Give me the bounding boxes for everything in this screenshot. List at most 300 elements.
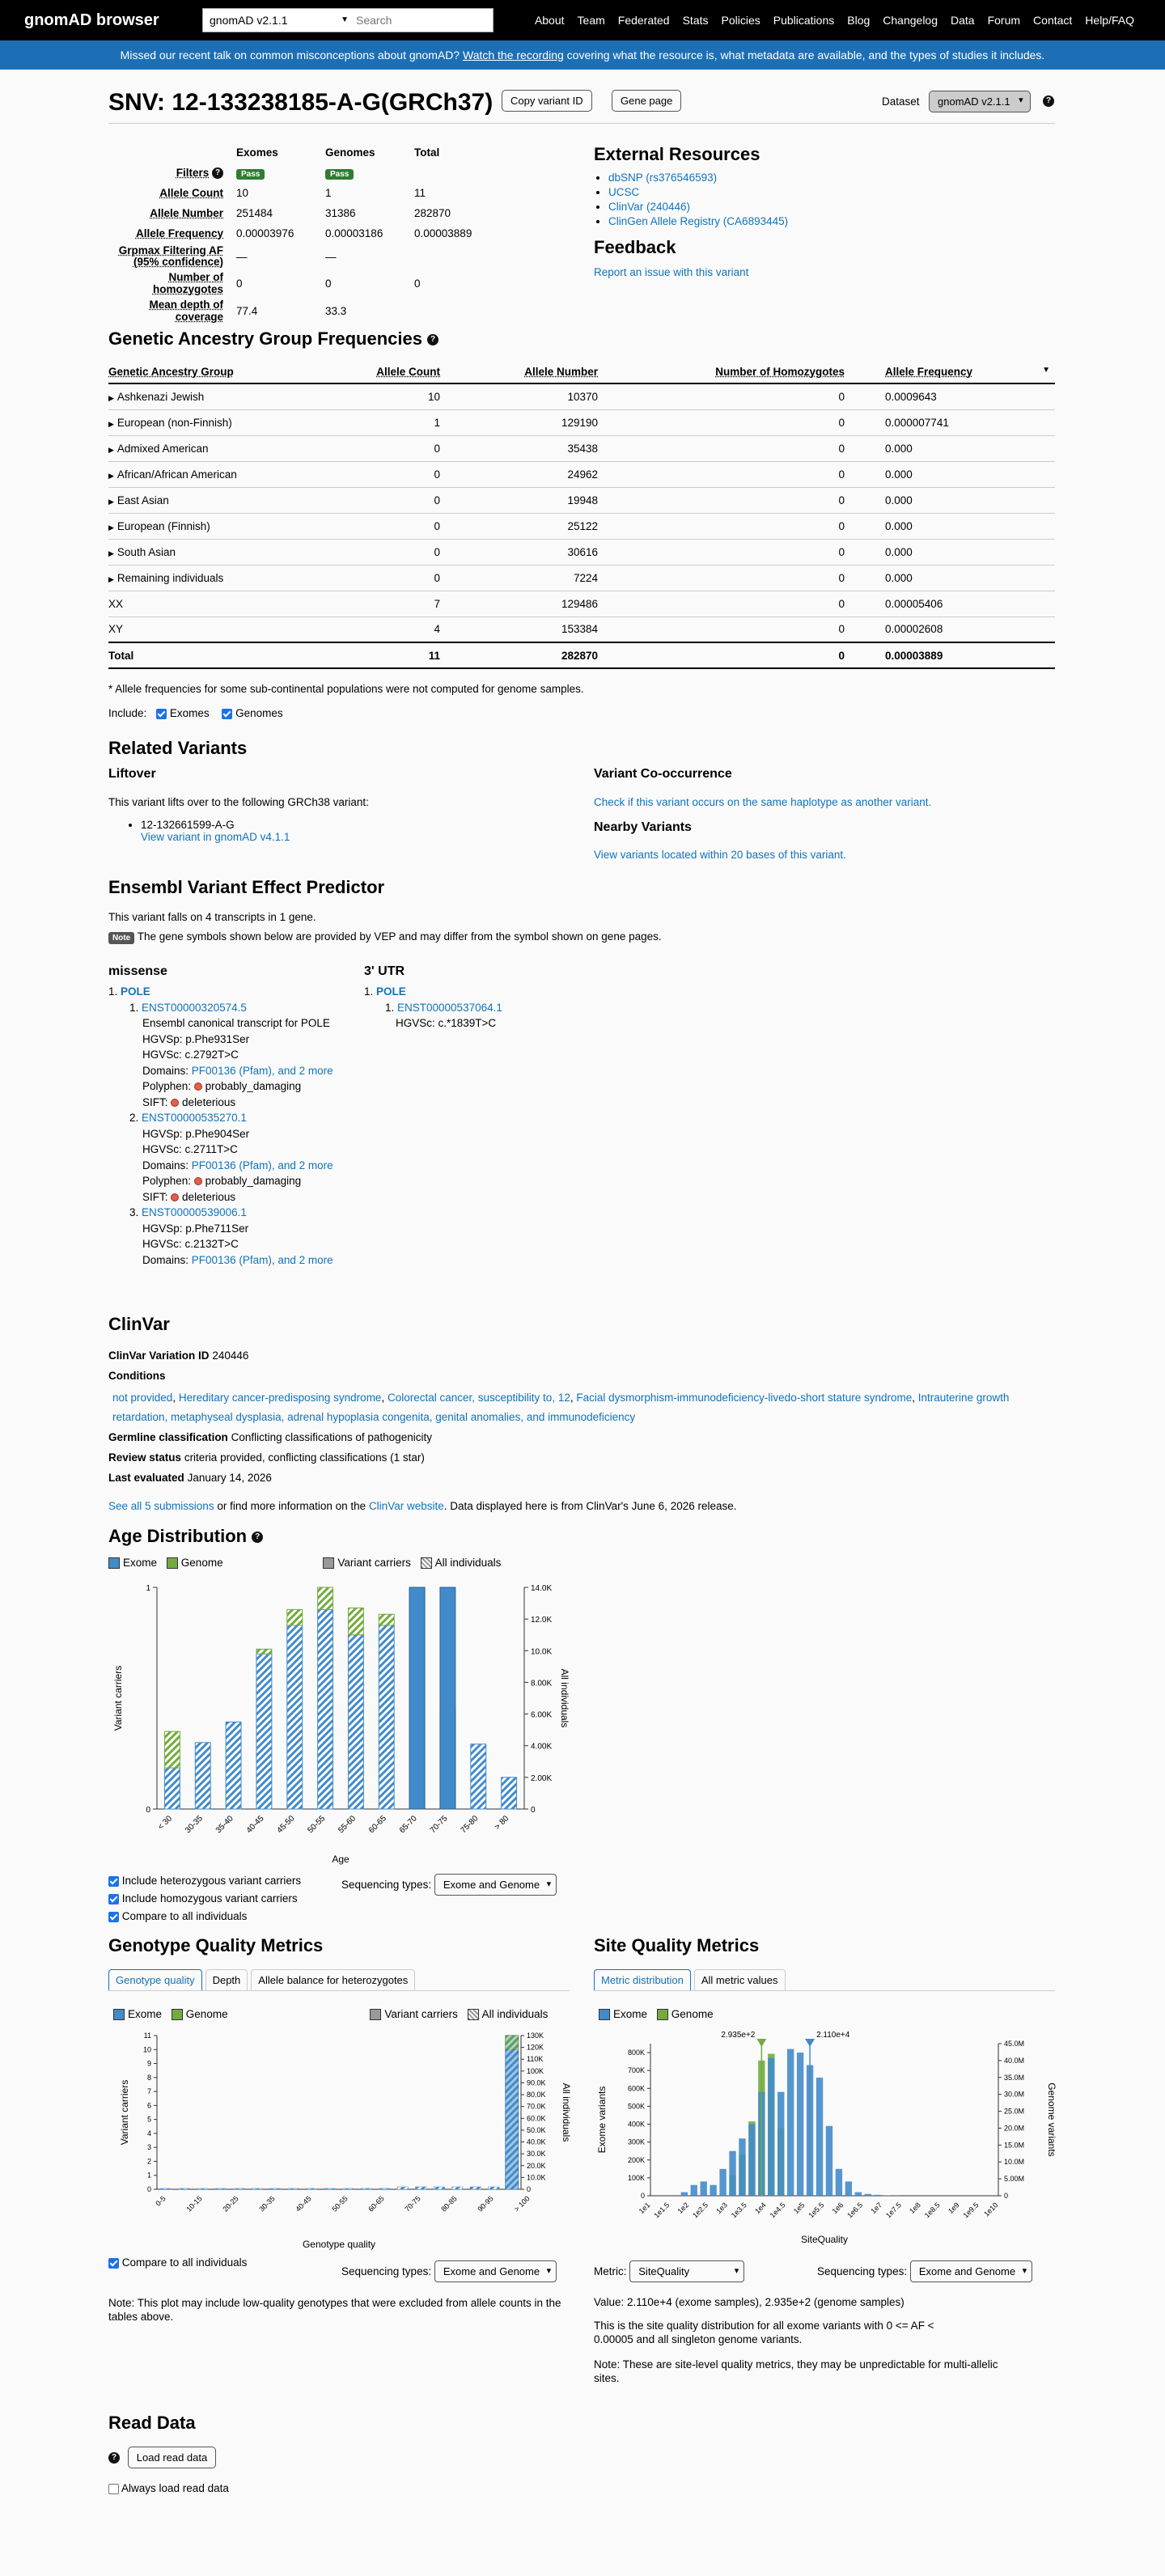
- expand-icon[interactable]: ▶: [108, 549, 114, 557]
- y-tick-label: 0: [640, 2192, 645, 2200]
- x-tick-label: 1e8.5: [922, 2201, 942, 2220]
- x-tick-label: 70-75: [428, 1814, 450, 1836]
- table-cell: [440, 409, 598, 435]
- heterozygous-checkbox[interactable]: [108, 1876, 119, 1887]
- seq-types-select[interactable]: Exome and Genome ▾: [910, 2260, 1032, 2282]
- bar-all-genome: [318, 1587, 333, 1609]
- table-row[interactable]: [108, 409, 1055, 435]
- transcript-line: [129, 1095, 333, 1111]
- summary-row: [108, 269, 497, 297]
- vep-title: Ensembl Variant Effect Predictor: [108, 877, 385, 897]
- tab-genotype-quality[interactable]: Genotype quality: [108, 1969, 202, 1990]
- severity-dot-icon: [171, 1193, 179, 1201]
- nav-link-policies[interactable]: Policies: [721, 14, 760, 27]
- nav-link-forum[interactable]: Forum: [987, 14, 1021, 27]
- transcript-item: [129, 1000, 333, 1111]
- read-data-title: Read Data: [108, 2413, 196, 2433]
- more-domains-link[interactable]: , and 2 more: [271, 1159, 333, 1171]
- compare-checkbox[interactable]: [108, 2258, 119, 2269]
- condition-link[interactable]: Facial dysmorphism-immunodeficiency-livedo-short stature syndrome: [576, 1392, 913, 1404]
- dataset-dropdown-value: gnomAD v2.1.1: [938, 95, 1010, 108]
- ancestry-footnote: * Allele frequencies for some sub-continental populations were not computed for genome samples.: [108, 683, 584, 695]
- cell-text: 0: [434, 519, 440, 532]
- bar-all-exome: [502, 1777, 517, 1809]
- genome-marker-arrow: [756, 2039, 766, 2047]
- clinvar-website-link[interactable]: ClinVar website: [368, 1500, 444, 1512]
- cell-text: 0: [434, 494, 440, 506]
- y2-tick-label: 20.0K: [527, 2161, 546, 2170]
- col-ancestry-group[interactable]: Genetic Ancestry Group: [108, 361, 299, 383]
- x-tick-label: 1e1.5: [652, 2201, 671, 2220]
- note-badge: Note: [108, 932, 134, 944]
- transcript-line: [129, 1142, 333, 1158]
- table-cell: [299, 539, 440, 565]
- submissions-text-end: . Data displayed here is from ClinVar's June 6, 2026 release.: [443, 1500, 737, 1512]
- table-cell: [440, 539, 598, 565]
- expand-icon[interactable]: ▶: [108, 497, 114, 506]
- x-tick-label: 40-45: [244, 1814, 266, 1836]
- nav-link-federated[interactable]: Federated: [617, 14, 670, 27]
- bar-all-exome: [471, 1744, 486, 1809]
- y-tick-label: 9: [146, 2059, 151, 2068]
- table-cell: [440, 461, 598, 487]
- transcript-line: [129, 1252, 333, 1269]
- transcript-line: [129, 1078, 333, 1095]
- liftover-variant: 12-132661599-A-G: [141, 819, 235, 831]
- summary-value: 0.00003976: [236, 227, 294, 239]
- cell-text: 7: [434, 597, 440, 610]
- help-icon[interactable]: ?: [427, 334, 438, 345]
- cell-text: 0.00005406: [885, 597, 943, 610]
- table-row[interactable]: [108, 565, 1055, 591]
- x-tick-label: 1e5.5: [807, 2201, 826, 2220]
- table-cell: [598, 487, 845, 513]
- exomes-checkbox[interactable]: [156, 709, 167, 719]
- help-icon[interactable]: ?: [1043, 95, 1054, 107]
- cell-text: 0: [838, 494, 845, 506]
- vep-text: This variant falls on 4 transcripts in 1 gene.: [108, 911, 316, 923]
- total-cell: 0: [598, 642, 845, 668]
- table-cell: [845, 513, 1055, 539]
- table-cell: [108, 409, 299, 435]
- x-tick-label: < 30: [156, 1814, 175, 1832]
- bar-exome: [701, 2181, 707, 2196]
- x-tick-label: 1e3.5: [729, 2201, 748, 2220]
- x-tick-label: 35-40: [214, 1814, 235, 1836]
- bar-all-exome: [416, 2187, 427, 2189]
- seq-types-select[interactable]: Exome and Genome ▾: [434, 1874, 557, 1896]
- y-tick-label: 1: [146, 1584, 150, 1593]
- x-tick-label: 1e6.5: [845, 2201, 865, 2220]
- nav-link-team[interactable]: Team: [577, 14, 605, 27]
- cell-text: 25122: [567, 519, 598, 532]
- transcript-line: [129, 1015, 333, 1032]
- table-cell: [299, 591, 440, 616]
- nav-link-contact[interactable]: Contact: [1033, 14, 1073, 27]
- bar-all-exome: [452, 2187, 464, 2189]
- table-cell: [440, 591, 598, 616]
- bar-all-exome: [226, 1722, 241, 1809]
- report-issue-link[interactable]: Report an issue with this variant: [594, 266, 749, 278]
- transcript-link[interactable]: ENST00000320574.5: [142, 1001, 247, 1014]
- dataset-dropdown[interactable]: [929, 91, 1031, 112]
- cell-text: 1: [434, 416, 440, 429]
- gq-compare: [108, 2256, 247, 2269]
- col-allele-frequency[interactable]: [845, 361, 1055, 383]
- x-tick-label: 65-70: [397, 1814, 419, 1836]
- x-tick-label: 1e4.5: [768, 2201, 787, 2220]
- always-load-checkbox[interactable]: [108, 2484, 119, 2494]
- table-cell: [299, 461, 440, 487]
- summary-value: 251484: [236, 207, 273, 219]
- y-tick-label: 6: [146, 2101, 151, 2110]
- transcript-line: [129, 1063, 333, 1079]
- age-title-text: Age Distribution: [108, 1526, 248, 1546]
- expand-icon[interactable]: ▶: [108, 419, 114, 428]
- summary-label: Allele Count: [159, 187, 223, 199]
- table-cell: [108, 383, 299, 409]
- view-in-v4-link[interactable]: View variant in gnomAD v4.1.1: [141, 831, 290, 843]
- expand-icon[interactable]: ▶: [108, 471, 114, 480]
- cooccurrence-link[interactable]: Check if this variant occurs on the same haplotype as another variant.: [594, 796, 932, 808]
- conditions-list: not provided, Hereditary cancer-predisposing syndrome, Colorectal cancer, susceptibility to, 12, Facial dysmorphism-immunodeficiency-livedo-short stature syndrome, Intrauterine growth retardation, metaphyseal dysplasia, adrenal hypoplasia congenita, genital anomalies, and immunodeficiency: [112, 1392, 1010, 1423]
- sq-dist-text: This is the site quality distribution for all exome variants with 0 <= AF < 0.00005 and all singleton genome variants.: [594, 2320, 934, 2345]
- bar-carriers-exome: [409, 1587, 425, 1809]
- tab-allele-balance[interactable]: Allele balance for heterozygotes: [251, 1969, 415, 1990]
- nearby-variants-link[interactable]: View variants located within 20 bases of this variant.: [594, 849, 846, 861]
- genomes-label: Genomes: [235, 707, 283, 719]
- expand-icon[interactable]: ▶: [108, 393, 114, 402]
- bar-exome: [826, 2126, 832, 2196]
- eval-label: Last evaluated: [108, 1472, 184, 1484]
- transcript-link[interactable]: ENST00000539006.1: [142, 1206, 247, 1218]
- ucsc-link[interactable]: UCSC: [608, 186, 640, 198]
- bar-all-exome: [324, 2188, 336, 2189]
- table-cell: [299, 409, 440, 435]
- table-row[interactable]: [108, 539, 1055, 565]
- y-tick-label: 200K: [627, 2155, 645, 2164]
- summary-value: 282870: [414, 207, 451, 219]
- gene-link-pole[interactable]: POLE: [121, 985, 150, 998]
- transcript-link[interactable]: ENST00000537064.1: [397, 1001, 502, 1014]
- table-cell: [845, 565, 1055, 591]
- y-tick-label: 2: [146, 2157, 151, 2166]
- exome-marker-arrow: [805, 2039, 815, 2047]
- total-cell: 0.00003889: [845, 642, 1055, 668]
- y-tick-label: 600K: [627, 2084, 645, 2093]
- y-tick-label: 400K: [627, 2120, 645, 2129]
- cell-text: 0: [838, 519, 845, 532]
- sq-title: Site Quality Metrics: [594, 1935, 760, 1955]
- ancestry-title-text: Genetic Ancestry Group Frequencies: [108, 328, 422, 349]
- y2-tick-label: 45.0M: [1004, 2040, 1025, 2048]
- nav-link-stats[interactable]: Stats: [682, 14, 709, 27]
- cell-text: XX: [108, 597, 124, 610]
- always-load: [108, 2482, 229, 2494]
- bar-all-exome: [197, 2188, 209, 2189]
- table-cell: [108, 487, 299, 513]
- gene-link-pole[interactable]: POLE: [376, 985, 406, 998]
- hgvsc: HGVSc: c.2132T>C: [142, 1238, 239, 1250]
- compare-label: Compare to all individuals: [121, 2256, 248, 2269]
- x-tick-label: 50-55: [306, 1814, 328, 1836]
- col-allele-frequency-label: Allele Frequency: [885, 366, 973, 378]
- sq-chart: [594, 2027, 1055, 2254]
- table-row[interactable]: [108, 435, 1055, 461]
- col-homozygotes[interactable]: Number of Homozygotes: [598, 361, 845, 383]
- divider: [108, 123, 1055, 124]
- total-row: [108, 642, 1055, 668]
- table-cell: [845, 409, 1055, 435]
- tab-metric-distribution[interactable]: Metric distribution: [594, 1969, 691, 1990]
- x-tick-label: 70-75: [403, 2194, 422, 2214]
- cell-text: 0.00002608: [885, 623, 943, 636]
- exomes-label: Exomes: [169, 707, 210, 719]
- metric-select[interactable]: SiteQuality ▾: [629, 2260, 744, 2282]
- table-cell: [598, 513, 845, 539]
- bar-all-exome: [195, 1743, 210, 1809]
- copy-variant-id-button[interactable]: Copy variant ID: [502, 90, 592, 112]
- y2-tick-label: 5.00M: [1004, 2175, 1025, 2184]
- genome-swatch: [167, 1557, 178, 1569]
- y-axis-label: Exome variants: [596, 2086, 608, 2154]
- help-icon[interactable]: ?: [212, 167, 223, 179]
- carriers-swatch: [370, 2009, 381, 2020]
- expand-icon[interactable]: ▶: [108, 574, 114, 583]
- condition-link[interactable]: Colorectal cancer, susceptibility to, 12: [387, 1392, 570, 1404]
- cell-text: 0: [838, 416, 845, 429]
- legend-genome: Genome: [185, 2008, 228, 2020]
- summary-value: 0: [236, 277, 243, 290]
- table-row[interactable]: [108, 461, 1055, 487]
- table-cell: [845, 616, 1055, 642]
- y2-tick-label: 12.0K: [531, 1616, 553, 1625]
- cell-text: 0.000007741: [885, 416, 949, 429]
- col-allele-count[interactable]: Allele Count: [299, 361, 440, 383]
- legend-all-individuals: All individuals: [481, 2008, 549, 2020]
- chevron-down-icon: ▼: [341, 15, 349, 24]
- compare-checkbox[interactable]: [108, 1912, 119, 1922]
- tab-all-metric-values[interactable]: All metric values: [694, 1969, 786, 1990]
- condition-link[interactable]: Intrauterine growth retardation, metaphyseal dysplasia, adrenal hypoplasia congenita, genital anomalies, and immunodeficiency: [112, 1392, 1010, 1423]
- x-tick-label: 1e9.5: [961, 2201, 981, 2220]
- more-domains-link[interactable]: , and 2 more: [271, 1253, 333, 1266]
- summary-value: —: [325, 250, 337, 263]
- summary-value: 1: [325, 187, 332, 199]
- dataset-select[interactable]: [202, 8, 356, 32]
- help-icon[interactable]: ?: [108, 2452, 120, 2464]
- sq-tabs: [594, 1969, 1055, 1991]
- nav-link-publications[interactable]: Publications: [773, 14, 835, 27]
- include-label: Include:: [108, 707, 147, 719]
- utr-list: 1. POLE 1. ENST00000537064.1 HGVSc: c.*1839T>C: [364, 985, 502, 1029]
- table-row[interactable]: [108, 513, 1055, 539]
- bar-all-exome: [270, 2188, 282, 2189]
- bar-carriers-exome: [440, 1587, 455, 1809]
- exome-swatch: [108, 1557, 120, 1569]
- y2-tick-label: 100K: [527, 2066, 544, 2075]
- nav-link-changelog[interactable]: Changelog: [883, 14, 938, 27]
- table-cell: [845, 461, 1055, 487]
- summary-value: 0: [414, 277, 421, 290]
- cell-text: 0.000: [885, 571, 913, 584]
- bar-all-exome: [470, 2187, 481, 2189]
- x-tick-label: 55-60: [337, 1814, 358, 1836]
- table-cell: [108, 565, 299, 591]
- y2-tick-label: 80.0K: [527, 2091, 546, 2099]
- table-cell: [598, 435, 845, 461]
- severity-dot-icon: [194, 1083, 202, 1091]
- bar-exome: [768, 2058, 774, 2196]
- tab-depth[interactable]: Depth: [205, 1969, 248, 1990]
- nav-link-about[interactable]: About: [534, 14, 565, 27]
- table-cell: [299, 383, 440, 409]
- table-cell: [108, 461, 299, 487]
- read-data-controls: [108, 2447, 216, 2468]
- polyphen-value: probably_damaging: [205, 1080, 302, 1092]
- summary-label: Grpmax Filtering AF (95% confidence): [118, 244, 223, 268]
- clinvar-id-label: ClinVar Variation ID: [108, 1349, 210, 1362]
- nav-link-data[interactable]: Data: [951, 14, 975, 27]
- load-read-data-button[interactable]: Load read data: [128, 2447, 216, 2468]
- x-tick-label: 1e3: [714, 2201, 729, 2216]
- domain-link[interactable]: PF00136 (Pfam): [191, 1253, 272, 1266]
- table-cell: [108, 513, 299, 539]
- legend-variant-carriers: Variant carriers: [384, 2008, 458, 2020]
- legend-genome: Genome: [180, 1557, 223, 1569]
- y-tick-label: 500K: [627, 2102, 645, 2111]
- bar-all-exome: [161, 2188, 172, 2189]
- clinvar-link[interactable]: ClinVar (240446): [608, 201, 691, 213]
- condition-link[interactable]: not provided: [112, 1392, 173, 1404]
- y2-tick-label: 110K: [527, 2055, 544, 2064]
- clinvar-submissions: [108, 1500, 737, 1512]
- y-tick-label: 3: [146, 2143, 151, 2152]
- seq-types-label: Sequencing types:: [817, 2265, 908, 2277]
- nav-links: [535, 14, 1134, 27]
- summary-value: 77.4: [236, 304, 258, 317]
- y-tick-label: 11: [143, 2032, 151, 2040]
- sq-seq-types: [817, 2260, 1032, 2282]
- table-row[interactable]: [108, 487, 1055, 513]
- age-seq-types: [341, 1874, 557, 1896]
- table-row[interactable]: [108, 383, 1055, 409]
- severity-dot-icon: [171, 1099, 179, 1107]
- bar-exome: [777, 2092, 784, 2196]
- variant-summary-table: [108, 142, 497, 324]
- gq-tabs: [108, 1969, 570, 1991]
- nav-link-blog[interactable]: Blog: [847, 14, 871, 27]
- table-cell: [108, 616, 299, 642]
- homozygous-checkbox[interactable]: [108, 1894, 119, 1904]
- cell-text: 10370: [567, 390, 598, 403]
- transcript-line: [129, 1189, 333, 1205]
- nav-link-help-faq[interactable]: Help/FAQ: [1085, 14, 1134, 27]
- domain-link[interactable]: PF00136 (Pfam): [191, 1064, 272, 1077]
- expand-icon[interactable]: ▶: [108, 445, 114, 454]
- domains-label: Domains:: [142, 1064, 189, 1077]
- bar-all-exome: [489, 2187, 500, 2189]
- genome-swatch: [172, 2009, 183, 2020]
- y-tick-label: 700K: [627, 2066, 645, 2075]
- table-cell: [108, 539, 299, 565]
- y-axis-label: Variant carriers: [112, 1665, 124, 1731]
- summary-value: 31386: [325, 207, 356, 219]
- col-total: Total: [414, 146, 440, 159]
- hgvsc: HGVSc: c.2792T>C: [142, 1049, 239, 1061]
- cell-text: 4: [434, 623, 440, 636]
- banner-text-end: covering what the resource is, what metadata are available, and the types of studies it includes.: [566, 49, 1045, 61]
- x-tick-label: 1e9: [946, 2201, 961, 2216]
- y-tick-label: 300K: [627, 2137, 645, 2146]
- cell-text: 7224: [573, 571, 598, 584]
- gene-page-button[interactable]: Gene page: [612, 90, 681, 112]
- summary-value: [408, 244, 497, 269]
- x-tick-label: 75-80: [459, 1814, 481, 1836]
- summary-value: 0: [325, 277, 332, 290]
- x-tick-label: 45-50: [275, 1814, 297, 1836]
- more-domains-link[interactable]: , and 2 more: [271, 1064, 333, 1077]
- review-label: Review status: [108, 1451, 182, 1464]
- clinvar-title: ClinVar: [108, 1314, 170, 1334]
- legend-exome: Exome: [128, 2008, 163, 2020]
- top-navbar: [0, 0, 1165, 40]
- bar-all-exome: [287, 1625, 303, 1809]
- table-cell: [845, 539, 1055, 565]
- vep-note-text: The gene symbols shown below are provided by VEP and may differ from the symbol shown on gene pages.: [137, 930, 662, 943]
- summary-row: [108, 203, 497, 223]
- cell-text: 0: [434, 442, 440, 455]
- hgvsc: HGVSc: c.*1839T>C: [396, 1017, 497, 1029]
- table-cell: [598, 461, 845, 487]
- y2-tick-label: 25.0M: [1004, 2107, 1025, 2116]
- genomes-checkbox[interactable]: [222, 709, 232, 719]
- x-tick-label: 1e8: [908, 2201, 922, 2216]
- x-axis-label: Genotype quality: [302, 2239, 376, 2250]
- seq-types-select[interactable]: Exome and Genome ▾: [434, 2260, 557, 2282]
- sq-note: Note: These are site-level quality metrics, they may be unpredictable for multi-allelic sites.: [594, 2358, 998, 2384]
- condition-link[interactable]: Hereditary cancer-predisposing syndrome: [178, 1392, 382, 1404]
- expand-icon[interactable]: ▶: [108, 523, 114, 532]
- transcript-line: [129, 1158, 333, 1174]
- conditions-label: Conditions: [108, 1370, 166, 1382]
- transcript-line: [129, 1032, 333, 1048]
- cell-text: 10: [427, 390, 440, 403]
- col-allele-number[interactable]: Allele Number: [440, 361, 598, 383]
- search-input[interactable]: [350, 8, 494, 32]
- ancestry-title: [108, 328, 438, 350]
- missense-list: 1. POLE 1. ENST00000320574.5 Ensembl canonical transcript for POLE HGVSp: p.Phe931Ser HGVSc: c.2792T>C Domains: PF00136 (Pfam), and 2 more Polyphen: probably_damaging SIFT: deleterious 2. ENST00000535270.1 HGVSp: p.Phe904Ser HGVSc: c.2711T>C Domains: PF00136 (Pfam), and 2 more Polyphen: probably_damaging SIFT: deleterious 3. ENST00000539006.1 HGVSp: p.Phe711Ser HGVSc: c.2132T>C Domains: PF00136 (Pfam), and 2 more: [108, 984, 333, 1268]
- clingen-link[interactable]: ClinGen Allele Registry (CA6893445): [608, 215, 789, 227]
- related-variants-title: Related Variants: [108, 738, 248, 758]
- brand-logo[interactable]: gnomAD browser: [24, 11, 159, 29]
- x-tick-label: 20-25: [221, 2194, 240, 2214]
- exome-marker-label: 2.110e+4: [816, 2031, 850, 2040]
- help-icon[interactable]: ?: [252, 1532, 263, 1543]
- banner-link[interactable]: Watch the recording: [463, 49, 564, 61]
- cell-text: European (Finnish): [116, 519, 210, 532]
- x-tick-label: 10-15: [184, 2194, 204, 2214]
- domain-link[interactable]: PF00136 (Pfam): [191, 1159, 272, 1171]
- submissions-link[interactable]: See all 5 submissions: [108, 1500, 214, 1512]
- cell-text: 0.000: [885, 442, 913, 455]
- transcript-link[interactable]: ENST00000535270.1: [142, 1112, 247, 1124]
- transcript-header: 3. ENST00000539006.1: [129, 1206, 247, 1218]
- table-cell: [845, 591, 1055, 616]
- cell-text: 129486: [561, 597, 598, 610]
- cell-text: Remaining individuals: [116, 571, 224, 584]
- dbsnp-link[interactable]: dbSNP (rs376546593): [608, 172, 718, 184]
